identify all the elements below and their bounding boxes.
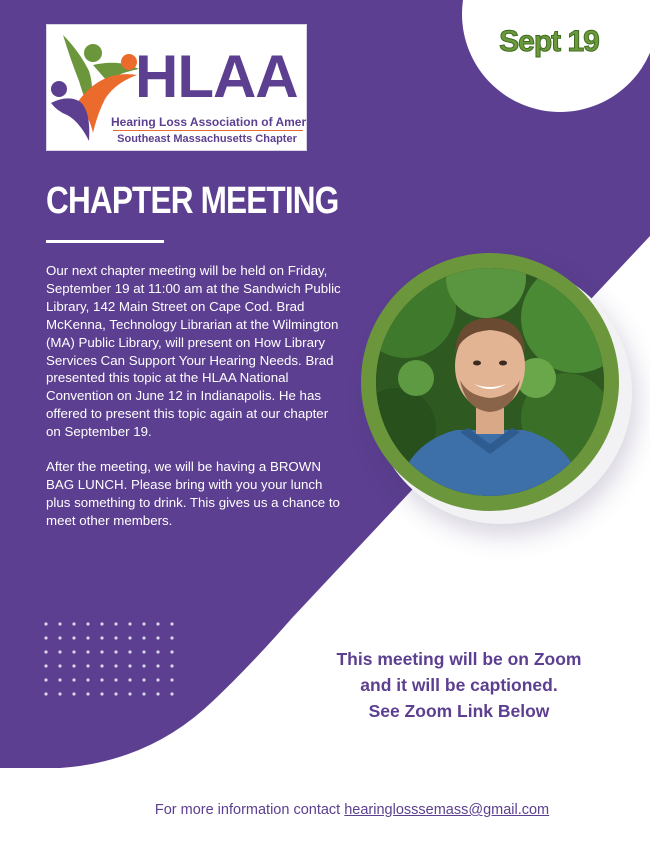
contact-footer [0,800,650,820]
logo-wordmark: HLAA [135,43,298,110]
logo-organization: Hearing Loss Association of America [111,115,323,129]
speaker-photo [376,268,604,496]
speaker-photo-illustration [376,268,604,496]
contact-email-link[interactable]: hearinglosssemass@gmail.com [344,802,550,818]
zoom-announcement [306,646,612,724]
lunch-paragraph: After the meeting, we will be having a BROWN BAG LUNCH. Please bring with you your lunch plus something to drink. This gives us a chance to meet other members. [46,459,340,528]
zoom-line-2: and it will be captioned. [360,675,558,695]
title-underline [46,240,164,243]
hlaa-logo [46,24,323,151]
meeting-description [46,262,346,530]
contact-label: For more information contact [154,802,341,818]
page-title: CHAPTER MEETING [46,180,339,222]
logo-divider [113,130,303,131]
logo-chapter-name: Southeast Massachusetts Chapter [117,133,297,145]
dot-grid-decoration [44,622,184,696]
zoom-line-3: See Zoom Link Below [368,701,550,721]
zoom-line-1: This meeting will be on Zoom [336,649,582,669]
date-badge: Sept 19 [499,25,599,58]
description-paragraph: Our next chapter meeting will be held on Friday, September 19 at 11:00 am at the Sandwich Public Library, 142 Main Street on Cape Cod. Brad McKenna, Technology Librarian at the Wilmington (MA) Public Library, will present on How Library Services Can Support Your Hearing Needs. Brad presented this topic at the HLAA National Convention on June 12 in Indianapolis. He has offered to present this topic again at our chapter on September 19. [46,263,341,440]
